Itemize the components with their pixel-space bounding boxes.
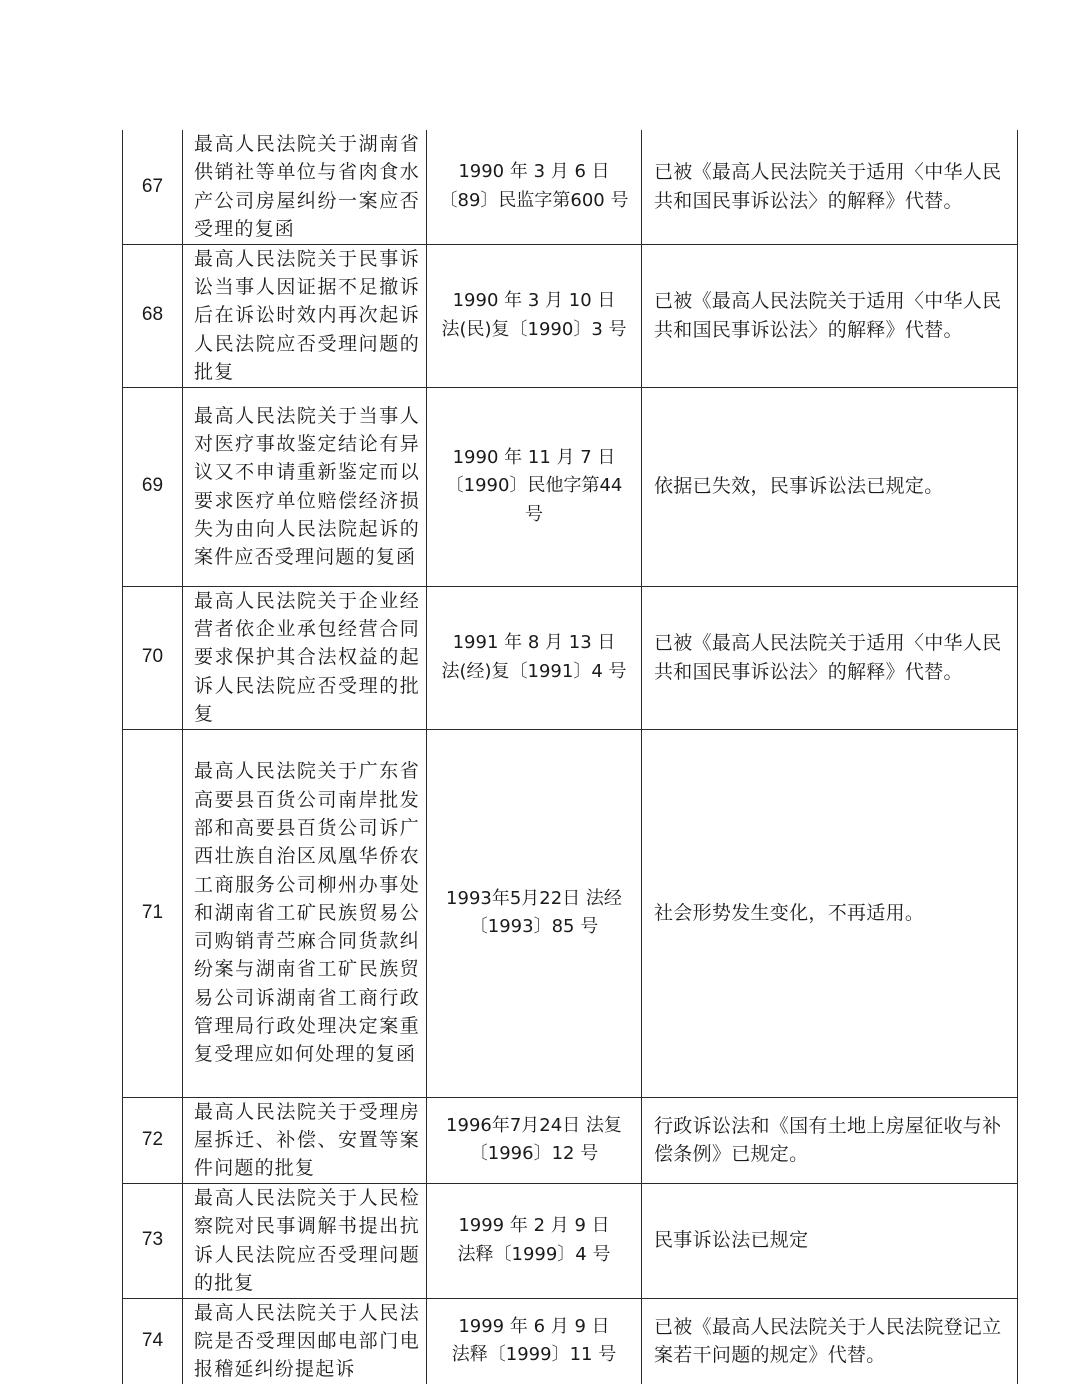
issue-date-and-number-cell bbox=[427, 586, 642, 729]
abolition-reason: 已被《最高人民法院关于适用〈中华人民共和国民事诉讼法〉的解释》代替。 bbox=[654, 161, 1002, 212]
document-title-cell bbox=[183, 387, 427, 586]
abolition-reason: 已被《最高人民法院关于适用〈中华人民共和国民事诉讼法〉的解释》代替。 bbox=[654, 632, 1002, 683]
table-row bbox=[123, 244, 1018, 387]
issue-date-and-number-cell bbox=[427, 1298, 642, 1384]
issue-date-and-number: 1999 年 2 月 9 日 法释〔1999〕4 号 bbox=[457, 1215, 611, 1265]
issue-date-and-number: 1990 年 11 月 7 日 〔1990〕民他字第44 号 bbox=[445, 447, 623, 525]
abolition-reason: 依据已失效，民事诉讼法已规定。 bbox=[654, 475, 944, 498]
document-title: 最高人民法院关于人民法院是否受理因邮电部门电报稽延纠纷提起诉 bbox=[194, 1301, 420, 1381]
issue-date-and-number: 1996年7月24日 法复〔1996〕12 号 bbox=[446, 1114, 622, 1164]
issue-date-and-number: 1990 年 3 月 10 日 法(民)复〔1990〕3 号 bbox=[441, 290, 627, 340]
abolition-reason: 社会形势发生变化，不再适用。 bbox=[654, 901, 925, 924]
table-row bbox=[123, 1097, 1018, 1183]
issue-date-and-number-cell bbox=[427, 1097, 642, 1183]
abolition-reason-cell bbox=[642, 1183, 1018, 1298]
row-number: 69 bbox=[123, 387, 183, 586]
document-title: 最高人民法院关于人民检察院对民事调解书提出抗诉人民法院应否受理问题的批复 bbox=[194, 1186, 420, 1294]
row-number: 73 bbox=[123, 1183, 183, 1298]
document-title-cell bbox=[183, 1097, 427, 1183]
abolition-reason-cell bbox=[642, 244, 1018, 387]
document-title-cell bbox=[183, 244, 427, 387]
abolition-reason-cell bbox=[642, 387, 1018, 586]
row-number: 74 bbox=[123, 1298, 183, 1384]
document-title-cell bbox=[183, 130, 427, 244]
issue-date-and-number: 1999 年 6 月 9 日 法释〔1999〕11 号 bbox=[451, 1315, 617, 1366]
abolition-reason: 已被《最高人民法院关于适用〈中华人民共和国民事诉讼法〉的解释》代替。 bbox=[654, 290, 1002, 341]
table-row bbox=[123, 387, 1018, 586]
abolition-reason: 民事诉讼法已规定 bbox=[654, 1229, 809, 1252]
document-title-cell bbox=[183, 586, 427, 729]
document-title: 最高人民法院关于湖南省供销社等单位与省肉食水产公司房屋纠纷一案应否受理的复函 bbox=[194, 133, 420, 241]
issue-date-and-number-cell bbox=[427, 387, 642, 586]
abolition-reason: 已被《最高人民法院关于人民法院登记立案若干问题的规定》代替。 bbox=[654, 1315, 1002, 1367]
document-title-cell bbox=[183, 1298, 427, 1384]
issue-date-and-number: 1991 年 8 月 13 日 法(经)复〔1991〕4 号 bbox=[441, 632, 627, 682]
issue-date-and-number-cell bbox=[427, 130, 642, 244]
document-title-cell bbox=[183, 1183, 427, 1298]
row-number: 67 bbox=[123, 130, 183, 244]
row-number: 71 bbox=[123, 729, 183, 1097]
table-row bbox=[123, 729, 1018, 1097]
issue-date-and-number-cell bbox=[427, 244, 642, 387]
document-title: 最高人民法院关于民事诉讼当事人因证据不足撤诉后在诉讼时效内再次起诉人民法院应否受理问题的批复 bbox=[194, 247, 420, 383]
document-title: 最高人民法院关于受理房屋拆迁、补偿、安置等案件问题的批复 bbox=[194, 1100, 420, 1180]
document-title-cell bbox=[183, 729, 427, 1097]
document-title: 最高人民法院关于企业经营者依企业承包经营合同要求保护其合法权益的起诉人民法院应否受理的批复 bbox=[194, 589, 420, 725]
table-row bbox=[123, 130, 1018, 244]
abolished-interpretations-table bbox=[122, 130, 1018, 1384]
row-number: 70 bbox=[123, 586, 183, 729]
table-row bbox=[123, 1183, 1018, 1298]
issue-date-and-number: 1993年5月22日 法经〔1993〕85 号 bbox=[446, 887, 622, 937]
table-row bbox=[123, 586, 1018, 729]
abolition-reason-cell bbox=[642, 729, 1018, 1097]
abolition-reason: 行政诉讼法和《国有土地上房屋征收与补偿条例》已规定。 bbox=[654, 1114, 1002, 1165]
abolition-reason-cell bbox=[642, 1298, 1018, 1384]
abolition-reason-cell bbox=[642, 586, 1018, 729]
row-number: 68 bbox=[123, 244, 183, 387]
issue-date-and-number-cell bbox=[427, 729, 642, 1097]
document-title: 最高人民法院关于广东省高要县百货公司南岸批发部和高要县百货公司诉广西壮族自治区凤凰华侨农工商服务公司柳州办事处和湖南省工矿民族贸易公司购销青苎麻合同货款纠纷案与湖南省工矿民族贸易公司诉湖南省工商行政管理局行政处理决定案重复受理应如何处理的复函 bbox=[194, 760, 420, 1066]
abolition-reason-cell bbox=[642, 1097, 1018, 1183]
row-number: 72 bbox=[123, 1097, 183, 1183]
issue-date-and-number-cell bbox=[427, 1183, 642, 1298]
document-title: 最高人民法院关于当事人对医疗事故鉴定结论有异议又不申请重新鉴定而以要求医疗单位赔偿经济损失为由向人民法院起诉的案件应否受理问题的复函 bbox=[194, 404, 420, 569]
table-row bbox=[123, 1298, 1018, 1384]
issue-date-and-number: 1990 年 3 月 6 日 〔89〕民监字第600 号 bbox=[439, 161, 629, 211]
abolition-reason-cell bbox=[642, 130, 1018, 244]
